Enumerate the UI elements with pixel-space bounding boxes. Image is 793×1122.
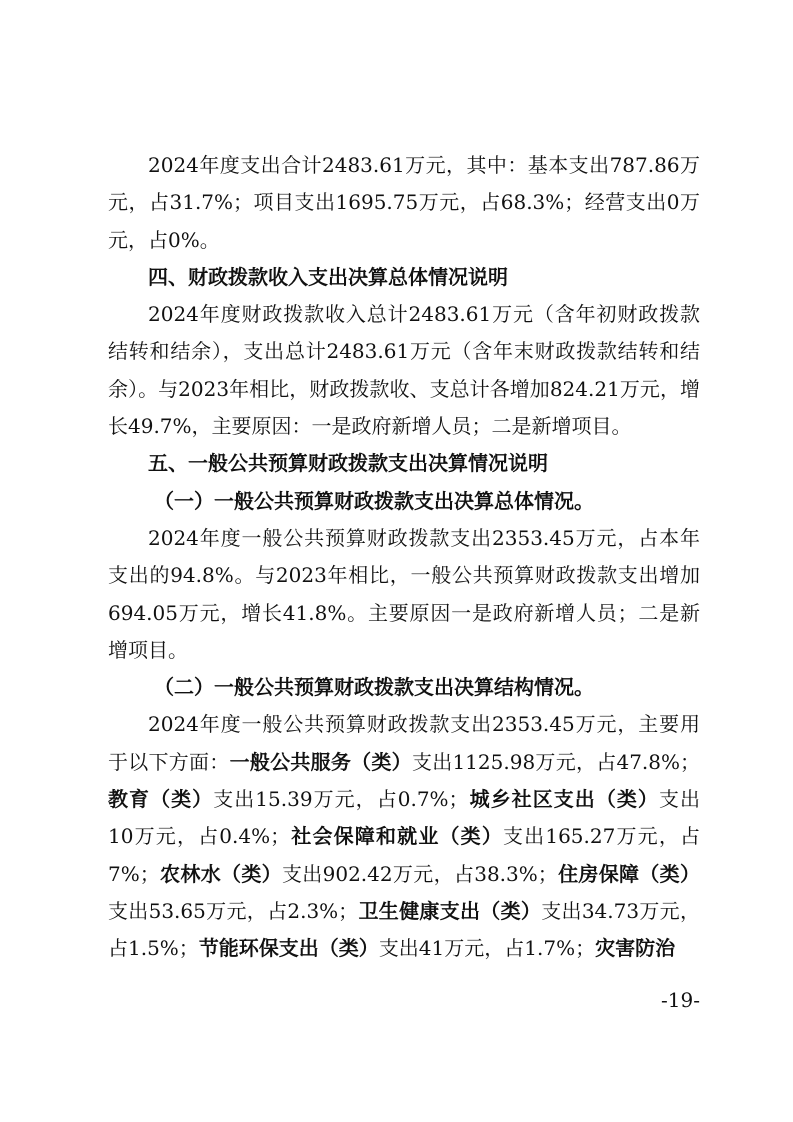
- section-heading-5: 五、一般公共预算财政拨款支出决算情况说明: [148, 451, 548, 476]
- subheading-5-2: （二）一般公共预算财政拨款支出决算结构情况。: [154, 675, 594, 700]
- amount-urban-rural-community: 支出10万元，占0.4%；: [108, 787, 701, 849]
- category-energy-environment: 节能环保支出（类）: [198, 936, 379, 961]
- paragraph-general-budget-structure: [108, 706, 700, 967]
- amount-education: 支出15.39万元，占0.7%；: [213, 787, 469, 812]
- category-social-security-employment: 社会保障和就业（类）: [290, 824, 503, 849]
- category-general-public-services: 一般公共服务（类）: [229, 749, 412, 774]
- body-text: [108, 147, 700, 968]
- paragraph-expenditure-total: 2024年度支出合计2483.61万元，其中：基本支出787.86万元，占31.7%；项目支出1695.75万元，占68.3%；经营支出0万元，占0%。: [108, 153, 700, 252]
- amount-health: 支出34.73万元，占1.5%；: [108, 898, 700, 961]
- amount-agriculture-forestry-water: 支出902.42万元，占38.3%；: [281, 861, 558, 886]
- page-number: -19-: [661, 988, 700, 1012]
- paragraph-fiscal-overall: 2024年度财政拨款收入总计2483.61万元（含年初财政拨款结转和结余），支出总计2483.61万元（含年末财政拨款结转和结余）。与2023年相比，财政拨款收、支总计各增加824.21万元，增长49.7%，主要原因：一是政府新增人员；二是新增项目。: [108, 302, 700, 439]
- category-agriculture-forestry-water: 农林水（类）: [159, 861, 282, 886]
- paragraph-general-budget-overall: 2024年度一般公共预算财政拨款支出2353.45万元，占本年支出的94.8%。与2023年相比，一般公共预算财政拨款支出增加694.05万元，增长41.8%。主要原因一是政府新增人员；二是新增项目。: [108, 525, 700, 662]
- category-disaster-prevention: 灾害防治: [595, 936, 676, 961]
- category-education: 教育（类）: [108, 787, 214, 812]
- category-urban-rural-community: 城乡社区支出（类）: [468, 787, 659, 812]
- amount-housing-security: 支出53.65万元，占2.3%；: [108, 898, 359, 923]
- category-health: 卫生健康支出（类）: [358, 898, 542, 923]
- amount-general-public-services: 支出1125.98万元，占47.8%；: [411, 749, 701, 774]
- category-housing-security: 住房保障（类）: [557, 861, 700, 886]
- section-heading-4: 四、财政拨款收入支出决算总体情况说明: [148, 264, 508, 289]
- amount-energy-environment: 支出41万元，占1.7%；: [378, 936, 596, 961]
- subheading-5-1: （一）一般公共预算财政拨款支出决算总体情况。: [154, 488, 594, 513]
- structure-intro: 2024年度一般公共预算财政拨款支出2353.45万元，主要用于以下方面：: [108, 712, 700, 774]
- amount-social-security-employment: 支出165.27万元，占7%；: [108, 824, 701, 886]
